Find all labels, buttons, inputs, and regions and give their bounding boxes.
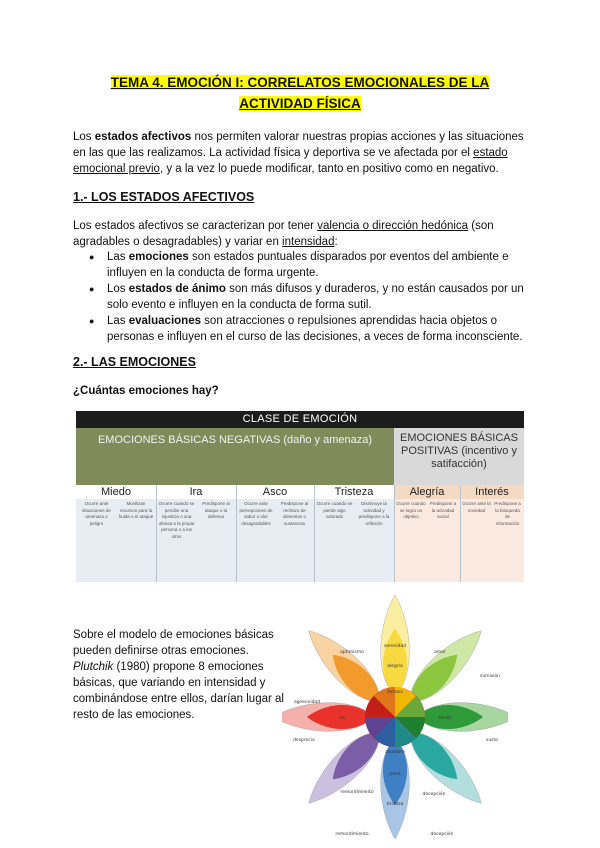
affective-states-list [73, 249, 533, 345]
section-2-heading: 2.- LAS EMOCIONES [73, 355, 196, 369]
link-estado-emocional: estado emocional previo [73, 147, 508, 175]
label-asombro: asombro [385, 750, 405, 755]
label-decepcion: decepción [422, 792, 446, 797]
petal-red [282, 703, 375, 732]
table-cell: Ocurre cuando se pierde algo valorado [316, 501, 353, 519]
emotions-question: ¿Cuántas emociones hay? [73, 385, 219, 397]
table-cell: Ocurre cuando se percibe una injusticia o una ofensa a la propia persona o a los otros [158, 501, 195, 539]
title-line-1: TEMA 4. EMOCIÓN I: CORRELATOS EMOCIONALES DE LA [110, 75, 490, 90]
label-ira: ira [339, 716, 345, 721]
label-extasis: éxtasis [387, 690, 403, 695]
col-ira: Ira [156, 485, 236, 499]
col-asco: Asco [236, 485, 314, 499]
column-divider [236, 485, 237, 582]
label-sumision: sumisión [479, 674, 501, 679]
page-title [0, 72, 600, 114]
label-agresividad: agresividad [293, 700, 321, 705]
label-amor: amor [434, 650, 446, 655]
label-optimismo: optimismo [340, 650, 364, 655]
col-miedo: Miedo [76, 485, 156, 499]
title-line-2: ACTIVIDAD FÍSICA [239, 96, 361, 111]
table-cell: Movilizan recursos para la huida o el ataque [118, 501, 154, 519]
list-item: ● Las emociones son estados puntuales disparados por eventos del ambiente e influyen en la conducta de forma urgente. [73, 249, 533, 281]
table-cell: Predispone al ataque o la defensa [202, 501, 230, 519]
positive-emotions-header: EMOCIONES BÁSICAS POSITIVAS (incentivo y satifacción) [394, 428, 524, 485]
col-interes: Interés [460, 485, 524, 499]
label-susto: susto [485, 738, 499, 743]
negative-emotions-header: EMOCIONES BÁSICAS NEGATIVAS (daño y amenaza) [76, 428, 394, 485]
col-alegria: Alegría [394, 485, 460, 499]
label-pena: pena [389, 772, 401, 777]
label-remordimiento: remordimiento [340, 790, 374, 795]
emotion-class-table [76, 411, 524, 582]
label-tristeza: tristeza [386, 802, 404, 807]
table-header: CLASE DE EMOCIÓN [76, 411, 524, 428]
petal-green [415, 703, 508, 732]
table-cell: Predispone a la búsqueda de información [494, 501, 521, 526]
list-item: ● Las evaluaciones son atracciones o repulsiones aprendidas hacia objetos o personas e influyen en el curso de las decisiones, a veces de forma inconsciente. [73, 313, 533, 345]
table-cell: Disminuye la actividad y predispone a la reflexión [358, 501, 390, 526]
intro-paragraph: Los estados afectivos nos permiten valorar nuestras propias acciones y las situaciones en las que las realizamos. La actividad física y deportiva se ve afectada por el estado emocional previo, y a la vez lo puede modificar, tanto en positivo como en negativo. [73, 131, 524, 175]
label-remordimiento-outer: remordimiento [335, 832, 369, 837]
list-item: ● Los estados de ánimo son más difusos y duraderos, y no están causados por un solo evento e influyen en la conducta de forma sutil. [73, 281, 533, 313]
label-desprecio: desprecio [293, 738, 315, 743]
label-terror: terror [438, 716, 452, 721]
col-tristeza: Tristeza [314, 485, 394, 499]
table-cell: Ocurre ante percepciones de sabor u olor desagradables [239, 501, 273, 526]
column-divider [460, 485, 461, 582]
label-decepcion-outer: decepción [430, 832, 454, 837]
table-cell: Ocurre ante la novedad [462, 501, 491, 513]
section-1-heading: 1.- LOS ESTADOS AFECTIVOS [73, 190, 255, 204]
table-cell: Predispone a la actividad social [429, 501, 457, 519]
table-cell: Ocurre cuando se logra un objetivo [396, 501, 426, 519]
section-1-paragraph: Los estados afectivos se caracterizan por tener valencia o dirección hedónica (son agradables o desagradables) y variar en intensidad: [73, 220, 494, 248]
label-alegria: alegría [387, 664, 403, 669]
column-divider [156, 485, 157, 582]
plutchik-paragraph: Sobre el modelo de emociones básicas pueden definirse otras emociones. Plutchik (1980) propone 8 emociones básicas, que variando en intensidad y combinándose entre ellos, darían lugar al resto de las emociones. [73, 629, 284, 721]
label-serenidad: serenidad [383, 644, 407, 649]
column-divider [394, 485, 395, 582]
table-cell: Ocurre ante situaciones de amenaza o peligro [82, 501, 111, 526]
column-divider [314, 485, 315, 582]
plutchik-wheel-diagram [282, 595, 508, 848]
table-cell: Predispone al rechazo de alimentos o sustancias [280, 501, 309, 526]
